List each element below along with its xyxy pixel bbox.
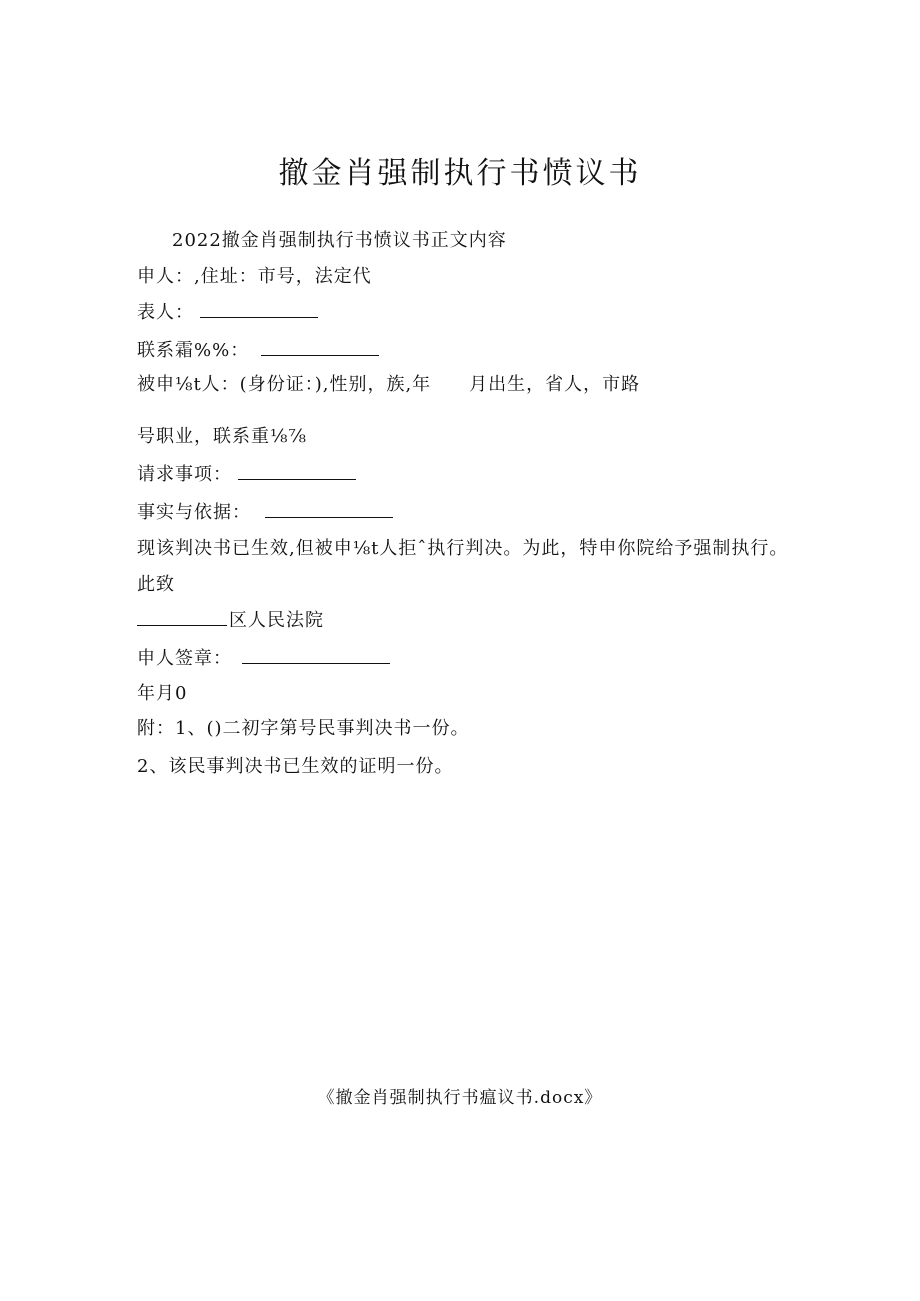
request-blank xyxy=(238,465,356,480)
attachment-2-line: 2、该民事判决书已生效的证明一份。 xyxy=(137,756,454,777)
respondent-line: 被申⅛t人：(身份证：),性别，族,年 月出生，省人，市路 xyxy=(137,374,641,395)
contact-phone-label: 联系霜%%： xyxy=(137,340,250,361)
intro-line: 2022撤金肖强制执行书愤议书正文内容 xyxy=(172,230,507,251)
facts-label: 事实与依据： xyxy=(137,502,251,523)
statement-line: 现该判决书已生效,但被申⅛t人拒ˆ执行判决。为此，特申你院给予强制执行。 xyxy=(137,538,789,559)
salutation-line: 此致 xyxy=(137,574,175,595)
date-line: 年月0 xyxy=(137,683,188,704)
court-blank xyxy=(137,611,227,626)
court-line xyxy=(137,610,324,632)
request-label: 请求事项： xyxy=(137,464,232,485)
representative-label: 表人： xyxy=(137,302,194,323)
document-footer: 《撤金肖强制执行书瘟议书.docx》 xyxy=(317,1088,603,1108)
signature-blank xyxy=(242,649,390,664)
court-label: 区人民法院 xyxy=(229,610,324,631)
representative-line xyxy=(137,302,318,324)
document-title: 撤金肖强制执行书愤议书 xyxy=(278,156,642,191)
signature-line xyxy=(137,648,390,670)
contact-phone-blank xyxy=(261,341,379,356)
facts-line xyxy=(137,502,393,524)
occupation-line: 号职业，联系重⅛⅞ xyxy=(137,426,307,447)
attachment-1-line: 附：1、()二初字第号民事判决书一份。 xyxy=(137,718,470,739)
request-line xyxy=(137,464,356,486)
facts-blank xyxy=(265,503,393,518)
contact-phone-line xyxy=(137,340,379,362)
representative-blank xyxy=(200,303,318,318)
applicant-line: 申人：,住址：市号，法定代 xyxy=(137,266,372,287)
signature-label: 申人签章： xyxy=(137,648,232,669)
